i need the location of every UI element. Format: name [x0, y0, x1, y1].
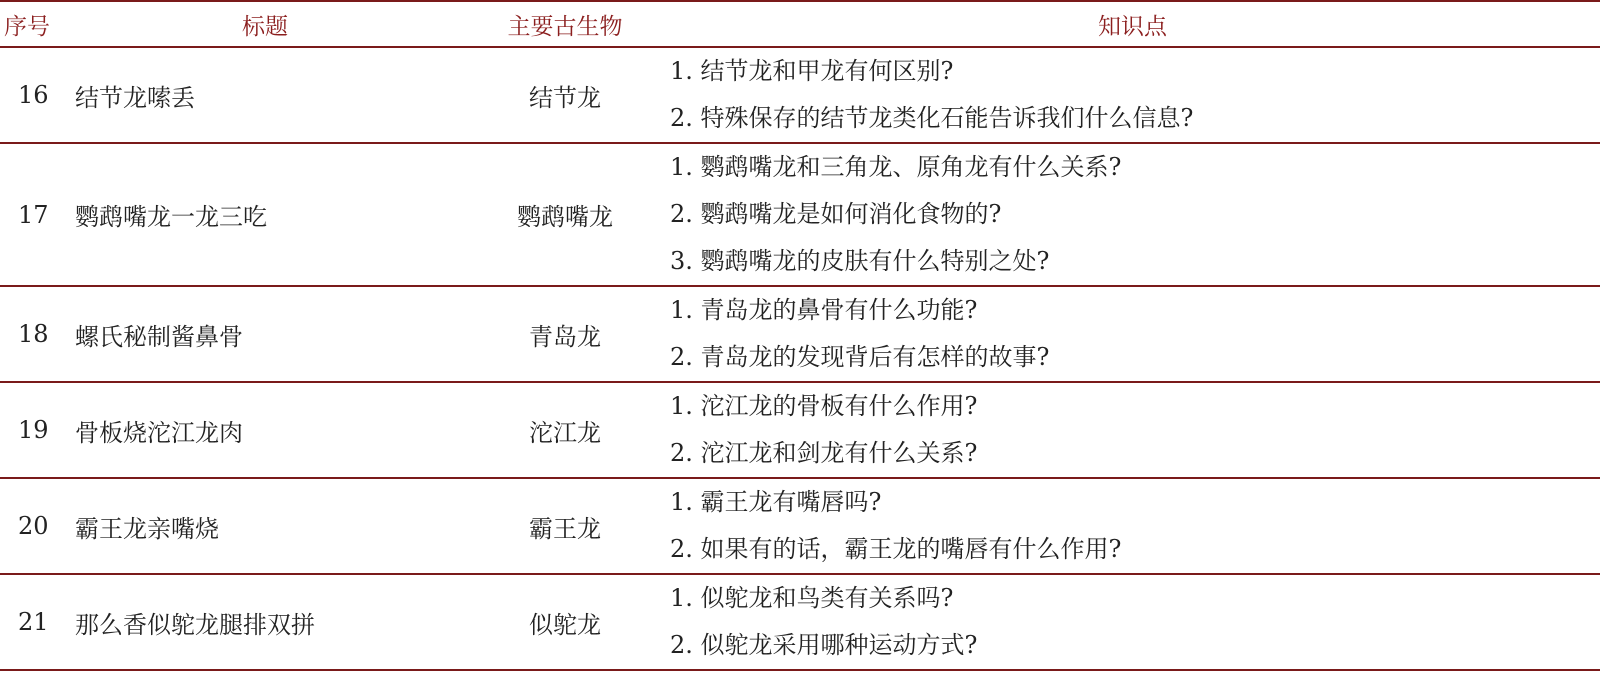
knowledge-point: 1. 青岛龙的鼻骨有什么功能?: [670, 296, 978, 324]
knowledge-point: 3. 鹦鹉嘴龙的皮肤有什么特别之处?: [670, 247, 1050, 275]
row-knowledge-points: [665, 286, 1600, 382]
knowledge-point: 2. 特殊保存的结节龙类化石能告诉我们什么信息?: [670, 104, 1194, 132]
row-title: 螺氏秘制酱鼻骨: [65, 286, 465, 382]
row-title: 鹦鹉嘴龙一龙三吃: [65, 143, 465, 286]
row-knowledge-points: [665, 143, 1600, 286]
row-number: 16: [0, 47, 65, 143]
header-title: 标题: [65, 1, 465, 47]
table-row: [0, 143, 1600, 286]
header-knowledge: 知识点: [665, 1, 1600, 47]
row-organism: 青岛龙: [465, 286, 665, 382]
knowledge-point: 1. 沱江龙的骨板有什么作用?: [670, 392, 978, 420]
row-organism: 结节龙: [465, 47, 665, 143]
row-knowledge-points: [665, 478, 1600, 574]
table-row: [0, 478, 1600, 574]
row-number: 17: [0, 143, 65, 286]
row-knowledge-points: [665, 382, 1600, 478]
row-organism: 似鸵龙: [465, 574, 665, 670]
table-body: [0, 47, 1600, 670]
table-row: [0, 382, 1600, 478]
knowledge-point: 2. 如果有的话，霸王龙的嘴唇有什么作用?: [670, 535, 1122, 563]
row-title: 骨板烧沱江龙肉: [65, 382, 465, 478]
knowledge-point: 1. 结节龙和甲龙有何区别?: [670, 57, 954, 85]
table-header: [0, 1, 1600, 47]
table-row: [0, 286, 1600, 382]
header-organism: 主要古生物: [465, 1, 665, 47]
knowledge-point: 2. 似鸵龙采用哪种运动方式?: [670, 631, 978, 659]
row-number: 19: [0, 382, 65, 478]
knowledge-point: 1. 鹦鹉嘴龙和三角龙、原角龙有什么关系?: [670, 153, 1122, 181]
row-number: 20: [0, 478, 65, 574]
knowledge-point: 1. 似鸵龙和鸟类有关系吗?: [670, 584, 954, 612]
row-number: 18: [0, 286, 65, 382]
row-title: 结节龙嗦丢: [65, 47, 465, 143]
row-organism: 鹦鹉嘴龙: [465, 143, 665, 286]
knowledge-point: 2. 沱江龙和剑龙有什么关系?: [670, 439, 978, 467]
row-number: 21: [0, 574, 65, 670]
knowledge-point: 2. 青岛龙的发现背后有怎样的故事?: [670, 343, 1050, 371]
table-row: [0, 47, 1600, 143]
table-row: [0, 574, 1600, 670]
row-organism: 霸王龙: [465, 478, 665, 574]
knowledge-point: 2. 鹦鹉嘴龙是如何消化食物的?: [670, 200, 1002, 228]
knowledge-point: 1. 霸王龙有嘴唇吗?: [670, 488, 882, 516]
row-title: 那么香似鸵龙腿排双拼: [65, 574, 465, 670]
header-row: [0, 1, 1600, 47]
header-number: 序号: [0, 1, 65, 47]
row-title: 霸王龙亲嘴烧: [65, 478, 465, 574]
row-knowledge-points: [665, 47, 1600, 143]
row-knowledge-points: [665, 574, 1600, 670]
row-organism: 沱江龙: [465, 382, 665, 478]
